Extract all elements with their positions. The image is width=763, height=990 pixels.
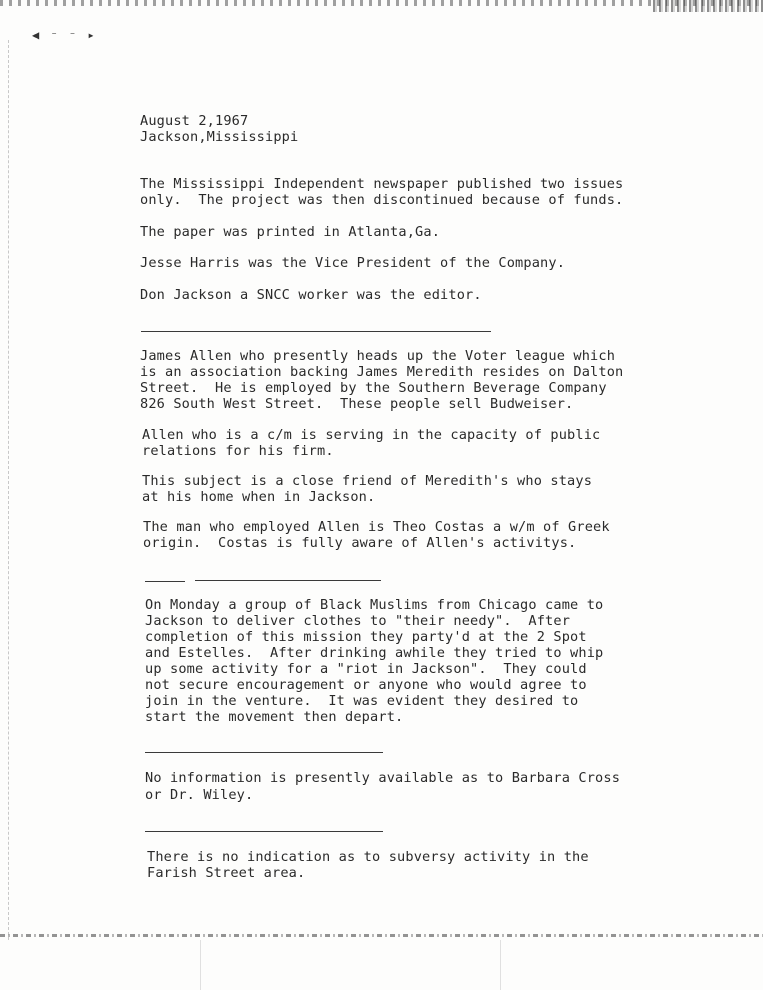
paragraph-line: The man who employed Allen is Theo Costas a w/m of Greek — [143, 519, 610, 535]
paragraph-line: The Mississippi Independent newspaper published two issues — [140, 176, 624, 192]
section-divider — [145, 581, 185, 582]
paragraph-line: relations for his firm. — [142, 443, 334, 459]
paragraph-line: join in the venture. It was evident they desired to — [145, 693, 579, 709]
scan-artifact-top — [0, 0, 763, 6]
paragraph-line: not secure encouragement or anyone who would agree to — [145, 677, 587, 693]
paragraph-line: Jackson to deliver clothes to "their needy". After — [145, 613, 571, 629]
paragraph-line: completion of this mission they party'd at the 2 Spot — [145, 629, 587, 645]
scan-artifact-left-edge — [8, 40, 10, 940]
paragraph-line: Don Jackson a SNCC worker was the editor. — [140, 287, 482, 303]
paragraph-line: start the movement then depart. — [145, 709, 404, 725]
paragraph-line: up some activity for a "riot in Jackson". They could — [145, 661, 587, 677]
section-divider — [195, 580, 381, 581]
paragraph-line: at his home when in Jackson. — [142, 489, 376, 505]
memo-date: August 2,1967 — [140, 113, 249, 129]
paragraph-line: Farish Street area. — [147, 865, 306, 881]
section-divider — [141, 331, 491, 332]
paragraph-line: or Dr. Wiley. — [145, 787, 254, 803]
scan-artifact-bottom — [0, 934, 763, 937]
paragraph-line: is an association backing James Meredith resides on Dalton — [140, 364, 624, 380]
paragraph-line: Street. He is employed by the Southern Beverage Company — [140, 380, 607, 396]
paragraph-line: On Monday a group of Black Muslims from Chicago came to — [145, 597, 604, 613]
paragraph-line: Jesse Harris was the Vice President of the Company. — [140, 255, 566, 271]
section-divider — [145, 752, 383, 753]
paragraph-line: only. The project was then discontinued because of funds. — [140, 192, 624, 208]
paragraph-line: origin. Costas is fully aware of Allen's activitys. — [143, 535, 577, 551]
section-divider — [145, 831, 383, 832]
paragraph-line: The paper was printed in Atlanta,Ga. — [140, 224, 441, 240]
memo-place: Jackson,Mississippi — [140, 129, 299, 145]
paragraph-line: This subject is a close friend of Meredith's who stays — [142, 473, 593, 489]
paragraph-line: and Estelles. After drinking awhile they tried to whip — [145, 645, 604, 661]
scan-artifact-bottom-lines — [20, 940, 750, 990]
scan-mark: ◀ ⁻ ⁻ ▸ — [32, 28, 97, 42]
paragraph-line: 826 South West Street. These people sell Budweiser. — [140, 396, 574, 412]
paragraph-line: Allen who is a c/m is serving in the capacity of public — [142, 427, 601, 443]
paragraph-line: There is no indication as to subversy activity in the — [147, 849, 589, 865]
paragraph-line: James Allen who presently heads up the Voter league which — [140, 348, 616, 364]
paragraph-line: No information is presently available as to Barbara Cross — [145, 770, 621, 786]
scan-artifact-top-right — [653, 0, 763, 12]
